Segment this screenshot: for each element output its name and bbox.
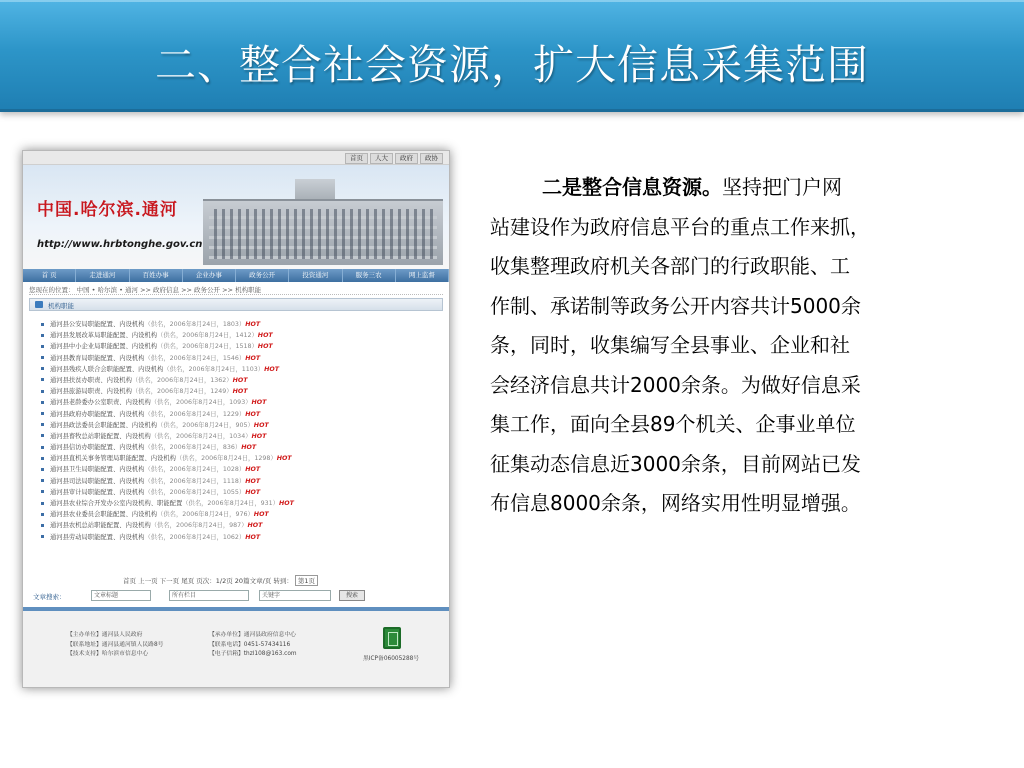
list-item-meta: （供名，2006年8月24日，836） [144,444,242,452]
list-item-title[interactable]: 通河县农业综合开发办公室内设机构、职能配置 [50,500,183,507]
list-item[interactable] [41,431,441,442]
search-button[interactable]: 搜索 [339,590,365,601]
building-windows [209,209,437,259]
hot-badge: HOT [276,455,292,463]
list-item[interactable] [41,476,441,487]
list-item-meta: （供名，2006年8月24日，1249） [131,388,233,396]
footer-phone: 【联系电话】0451-57434116 [209,641,291,648]
paragraph-line-7: 集工作，面向全县89个机关、企事业单位 [490,412,856,436]
list-item-title[interactable]: 通河县司法局职能配置、内设机构 [50,477,145,485]
paragraph-line-6: 会经济信息共计2000余条。为做好信息采 [490,372,861,397]
footer-organizer: 【承办单位】通河县政府信息中心 [209,632,296,638]
page-select[interactable]: 第1页 [295,575,318,586]
site-footer [23,611,449,688]
site-nav [23,269,449,282]
paragraph-line-8: 征集动态信息近3000余条，目前网站已发 [490,451,861,476]
top-link-gov[interactable]: 政府 [395,153,418,164]
list-item[interactable] [41,341,441,352]
pager-text[interactable]: 首页 上一页 下一页 尾页 页次：1/2页 20篇文章/页 转到： [123,577,293,585]
pager [123,575,318,586]
list-item[interactable] [41,442,441,453]
list-item-meta: （供名，2006年8月24日，1298） [175,455,277,463]
body-paragraph [490,168,960,524]
list-item-title[interactable]: 通河县中小企业局职能配置、内设机构 [50,343,158,351]
bullet-icon [41,446,44,449]
paragraph-line-5: 条，同时，收集编写全县事业、企业和社 [490,333,850,357]
bullet-icon [41,423,44,426]
hot-badge: HOT [232,388,248,396]
list-item-meta: （供名，2006年8月24日，987） [150,522,248,530]
bullet-icon [41,490,44,493]
article-search [31,589,443,603]
list-item[interactable] [41,532,441,543]
nav-business[interactable]: 企业办事 [183,269,236,282]
hot-badge: HOT [247,522,263,530]
search-keyword-input[interactable]: 关键字 [259,590,331,601]
bullet-icon [41,378,44,381]
paragraph-line-3: 收集整理政府机关各部门的行政职能、工 [490,254,850,278]
list-item-meta: （供名，2006年8月24日，1093） [150,399,252,407]
top-link-npc[interactable]: 人大 [370,153,393,164]
hot-badge: HOT [253,421,269,429]
paragraph-line-4: 作制、承诺制等政务公开内容共计5000余 [490,293,861,318]
paragraph-line-9: 布信息8000余条，网络实用性明显增强。 [490,491,861,515]
list-item[interactable] [41,464,441,475]
bullet-icon [41,323,44,326]
nav-invest[interactable]: 投资通河 [289,269,342,282]
list-item[interactable] [41,487,441,498]
gov-badge-icon[interactable] [383,627,401,649]
paragraph-line-1-text: 坚持把门户网 [722,175,842,199]
list-item-meta: （供名，2006年8月24日，1229） [144,410,246,418]
list-item-meta: （供名，2006年8月24日，1546） [144,354,246,362]
list-item-title[interactable]: 通河县政法委员会职能配置、内设机构 [50,421,158,429]
list-item-title[interactable]: 通河县公安局职能配置、内设机构 [50,321,145,328]
top-link-cppcc[interactable]: 政协 [420,153,443,164]
nav-open-gov[interactable]: 政务公开 [236,269,289,282]
bullet-icon [41,367,44,370]
hot-badge: HOT [245,488,261,496]
list-item-title[interactable]: 通河县卫生局职能配置、内设机构 [50,466,145,474]
list-item-title[interactable]: 通河县劳动局职能配置、内设机构 [50,533,145,541]
hot-badge: HOT [257,332,273,340]
hot-badge: HOT [253,511,269,519]
site-topbar [23,151,449,165]
hot-badge: HOT [245,321,261,328]
hot-badge: HOT [264,365,280,373]
hot-badge: HOT [245,533,261,541]
list-item-title[interactable]: 通河县畜牧总站职能配置、内设机构 [50,432,151,440]
list-item-meta: （供名，2006年8月24日，931） [182,500,279,507]
list-item-title[interactable]: 通河县教育局职能配置、内设机构 [50,354,145,362]
bullet-icon [41,535,44,538]
list-item[interactable] [41,353,441,364]
section-tab-label[interactable]: 机构职能 [48,302,74,310]
nav-about[interactable]: 走进通河 [76,269,129,282]
list-item[interactable] [41,397,441,408]
nav-supervision[interactable]: 网上监督 [396,269,449,282]
bullet-icon [41,390,44,393]
list-item-title[interactable]: 通河县旅游局职责、内设机构 [50,388,132,396]
list-item[interactable] [41,498,441,509]
list-item-title[interactable]: 通河县直机关事务管理局职能配置、内设机构 [50,455,176,463]
bullet-icon [41,513,44,516]
title-banner [0,0,1024,112]
list-item-meta: （供名，2006年8月24日，1055） [144,488,246,496]
bullet-icon [41,334,44,337]
list-item[interactable] [41,409,441,420]
list-item-title[interactable]: 通河县审计局职能配置、内设机构 [50,488,145,496]
hot-badge: HOT [251,432,267,440]
bullet-icon [41,479,44,482]
list-item-title[interactable]: 通河县残疾人联合会职能配置、内设机构 [50,365,164,373]
bullet-icon [41,356,44,359]
paragraph-line-1 [490,168,960,208]
list-item-meta: （供名，2006年8月24日，1062） [144,533,246,541]
site-top-links [345,153,443,164]
list-item-meta: （供名，2006年8月24日，1028） [144,466,246,474]
list-item-meta: （供名，2006年8月24日，976） [157,511,254,519]
list-item-meta: （供名，2006年8月24日，1362） [131,376,233,384]
footer-tech: 【技术支持】哈尔滨市信息中心 [67,651,149,657]
slide-title: 二、整合社会资源，扩大信息采集范围 [155,41,869,89]
hot-badge: HOT [245,466,261,474]
site-url: http://www.hrbtonghe.gov.cn [37,239,203,250]
list-item-meta: （供名，2006年8月24日，1118） [144,477,246,485]
search-label: 文章搜索： [33,593,66,601]
hot-badge: HOT [278,500,294,507]
nav-home[interactable]: 首 页 [23,269,76,282]
footer-col-2 [209,631,297,660]
hot-badge: HOT [245,477,261,485]
section-tabbar [29,298,443,311]
search-field-type-select[interactable]: 文章标题 [91,590,151,601]
list-item-title[interactable]: 通河县信访办职能配置、内设机构 [50,444,145,452]
list-item[interactable] [41,386,441,397]
footer-address: 【联系地址】通河县通河镇人民路8号 [67,641,164,648]
footer-col-1 [67,631,163,660]
list-item[interactable] [41,364,441,375]
breadcrumb: 您现在的位置： 中国 • 哈尔滨 • 通河 >> 政府信息 >> 政务公开 >> 机构职能 [29,285,443,295]
hot-badge: HOT [251,399,267,407]
site-logo: 中国.哈尔滨.通河 [37,200,178,220]
hot-badge: HOT [241,444,257,452]
top-link-home[interactable]: 首页 [345,153,368,164]
bullet-icon [41,524,44,527]
list-item-meta: （供名，2006年8月24日，1518） [157,343,258,351]
list-item-title[interactable]: 通河县扶贫办职责、内设机构 [50,376,132,384]
footer-icp[interactable]: 黑ICP备06005288号 [363,656,420,662]
list-item-meta: （供名，2006年8月24日，1034） [150,432,252,440]
paragraph-lead: 二是整合信息资源。 [542,175,722,199]
bullet-icon [41,412,44,415]
bullet-icon [41,345,44,348]
article-list [41,319,441,543]
nav-agriculture[interactable]: 服务三农 [343,269,396,282]
bullet-icon [41,434,44,437]
bullet-icon [41,468,44,471]
hot-badge: HOT [257,343,273,351]
list-item-title[interactable]: 通河县农业委员会职能配置、内设机构 [50,511,158,519]
site-header [23,165,449,269]
list-item[interactable] [41,330,441,341]
hot-badge: HOT [245,410,261,418]
paragraph-line-2: 站建设作为政府信息平台的重点工作来抓， [490,214,870,239]
list-item-title[interactable]: 通河县农机总站职能配置、内设机构 [50,522,151,530]
website-screenshot [22,150,450,688]
bullet-icon [41,457,44,460]
list-item-meta: （供名，2006年8月24日，1103） [163,365,265,373]
list-item[interactable] [41,453,441,464]
list-item[interactable] [41,520,441,531]
list-item[interactable] [41,509,441,520]
hot-badge: HOT [232,376,248,384]
list-item[interactable] [41,319,441,330]
list-item-meta: （供名，2006年8月24日，1803） [144,321,246,328]
hot-badge: HOT [245,354,261,362]
list-item-title[interactable]: 通河县发展改革局职能配置、内设机构 [50,332,158,340]
bullet-icon [41,502,44,505]
list-item[interactable] [41,375,441,386]
search-column-select[interactable]: 所有栏目 [169,590,249,601]
list-item[interactable] [41,420,441,431]
footer-host: 【主办单位】通河县人民政府 [67,632,143,638]
list-item-title[interactable]: 通河县老龄委办公室职责、内设机构 [50,399,151,407]
folder-icon [35,301,43,308]
nav-citizen[interactable]: 百姓办事 [130,269,183,282]
footer-email[interactable]: 【电子信箱】thzl108@163.com [209,651,297,657]
list-item-meta: （供名，2006年8月24日，1412） [157,332,258,340]
list-item-meta: （供名，2006年8月24日，905） [157,421,254,429]
bullet-icon [41,401,44,404]
list-item-title[interactable]: 通河县政府办职能配置、内设机构 [50,410,145,418]
